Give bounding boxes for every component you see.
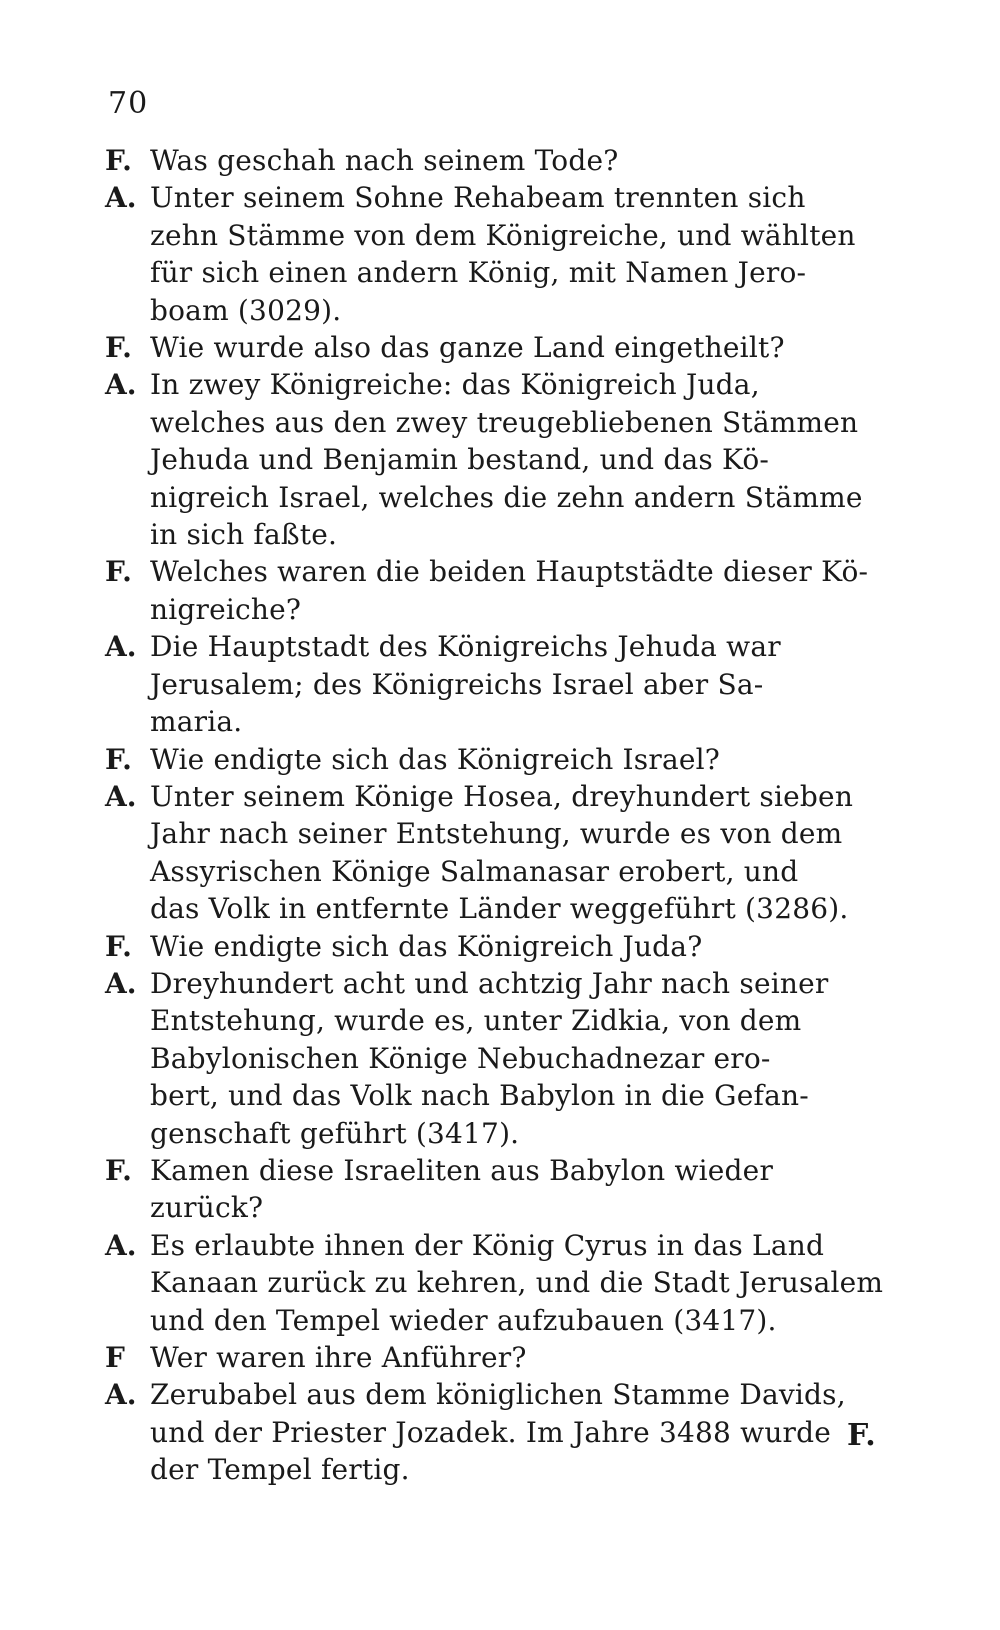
text-line: boam (3029). [150, 293, 342, 327]
entry-marker: F. [105, 929, 132, 963]
text-line: Es erlaubte ihnen der König Cyrus in das Land [150, 1228, 825, 1262]
entry-marker: F [105, 1341, 125, 1374]
text-line: Wie wurde also das ganze Land eingetheilt? [150, 331, 785, 365]
entry-marker: A. [105, 368, 137, 402]
catchword: F. [847, 1418, 876, 1453]
text-line: Jerusalem; des Königreichs Israel aber Sa- [150, 667, 764, 701]
text-line: Welches waren die beiden Hauptstädte dieser Kö- [150, 555, 869, 589]
text-line: nigreich Israel, welches die zehn andern Stämme [150, 480, 863, 514]
question-entry [105, 329, 895, 366]
entry-marker: A. [105, 966, 137, 1000]
text-line: Zerubabel aus dem königlichen Stamme Davids, [150, 1378, 846, 1412]
entry-marker: A. [105, 779, 137, 813]
entry-marker: F. [105, 1153, 132, 1187]
answer-entry [105, 778, 895, 928]
question-entry [105, 928, 895, 965]
text-line: Was geschah nach seinem Tode? [150, 144, 619, 177]
text-line: maria. [150, 705, 243, 739]
entry-marker: A. [105, 630, 137, 664]
text-line: Entstehung, wurde es, unter Zidkia, von dem [150, 1004, 802, 1038]
question-entry [105, 142, 895, 179]
text-line: Die Hauptstadt des Königreichs Jehuda war [150, 630, 781, 664]
answer-entry [105, 179, 895, 329]
text-line: zurück? [150, 1191, 264, 1225]
text-line: Jehuda und Benjamin bestand, und das Kö- [150, 443, 770, 477]
text-line: der Tempel fertig. [150, 1453, 410, 1487]
answer-entry [105, 1376, 895, 1488]
text-line: Unter seinem Sohne Rehabeam trennten sich [150, 181, 806, 215]
entry-marker: A. [105, 1228, 137, 1262]
answer-entry [105, 1227, 895, 1339]
question-entry [105, 553, 895, 628]
text-line: genschaft geführt (3417). [150, 1116, 520, 1150]
question-entry [105, 1339, 895, 1376]
text-line: Wer waren ihre Anführer? [150, 1341, 527, 1374]
entry-marker: F. [105, 742, 132, 776]
text-line: Jahr nach seiner Entstehung, wurde es von dem [150, 817, 843, 851]
text-line: Wie endigte sich das Königreich Juda? [150, 929, 703, 963]
text-line: In zwey Königreiche: das Königreich Juda, [150, 368, 760, 402]
text-line: bert, und das Volk nach Babylon in die Gefan- [150, 1079, 809, 1113]
text-line: Unter seinem Könige Hosea, dreyhundert sieben [150, 779, 854, 813]
text-line: zehn Stämme von dem Königreiche, und wählten [150, 218, 856, 252]
question-entry [105, 741, 895, 778]
page-number: 70 [108, 86, 149, 121]
entry-marker: A. [105, 181, 137, 215]
answer-entry [105, 628, 895, 740]
text-line: Wie endigte sich das Königreich Israel? [150, 742, 720, 776]
entry-marker: F. [105, 331, 132, 365]
text-line: Babylonischen Könige Nebuchadnezar ero- [150, 1041, 771, 1075]
text-line: welches aus den zwey treugebliebenen Stämmen [150, 405, 859, 439]
text-line: Assyrischen Könige Salmanasar erobert, und [150, 854, 799, 888]
text-line: Kanaan zurück zu kehren, und die Stadt Jerusalem [150, 1266, 884, 1300]
entry-marker: F. [105, 144, 132, 177]
entry-marker: F. [105, 555, 132, 589]
answer-entry [105, 965, 895, 1152]
text-line: und den Tempel wieder aufzubauen (3417). [150, 1303, 777, 1337]
text-line: und der Priester Jozadek. Im Jahre 3488 wurde [150, 1415, 832, 1449]
text-line: nigreiche? [150, 592, 302, 626]
question-entry [105, 1152, 895, 1227]
entry-marker: A. [105, 1378, 137, 1412]
question-answer-list [105, 142, 895, 1489]
answer-entry [105, 366, 895, 553]
text-line: Kamen diese Israeliten aus Babylon wieder [150, 1153, 774, 1187]
text-line: in sich faßte. [150, 518, 338, 552]
text-line: das Volk in entfernte Länder weggeführt (3286). [150, 892, 849, 926]
text-line: für sich einen andern König, mit Namen Jero- [150, 256, 807, 290]
text-line: Dreyhundert acht und achtzig Jahr nach seiner [150, 966, 829, 1000]
